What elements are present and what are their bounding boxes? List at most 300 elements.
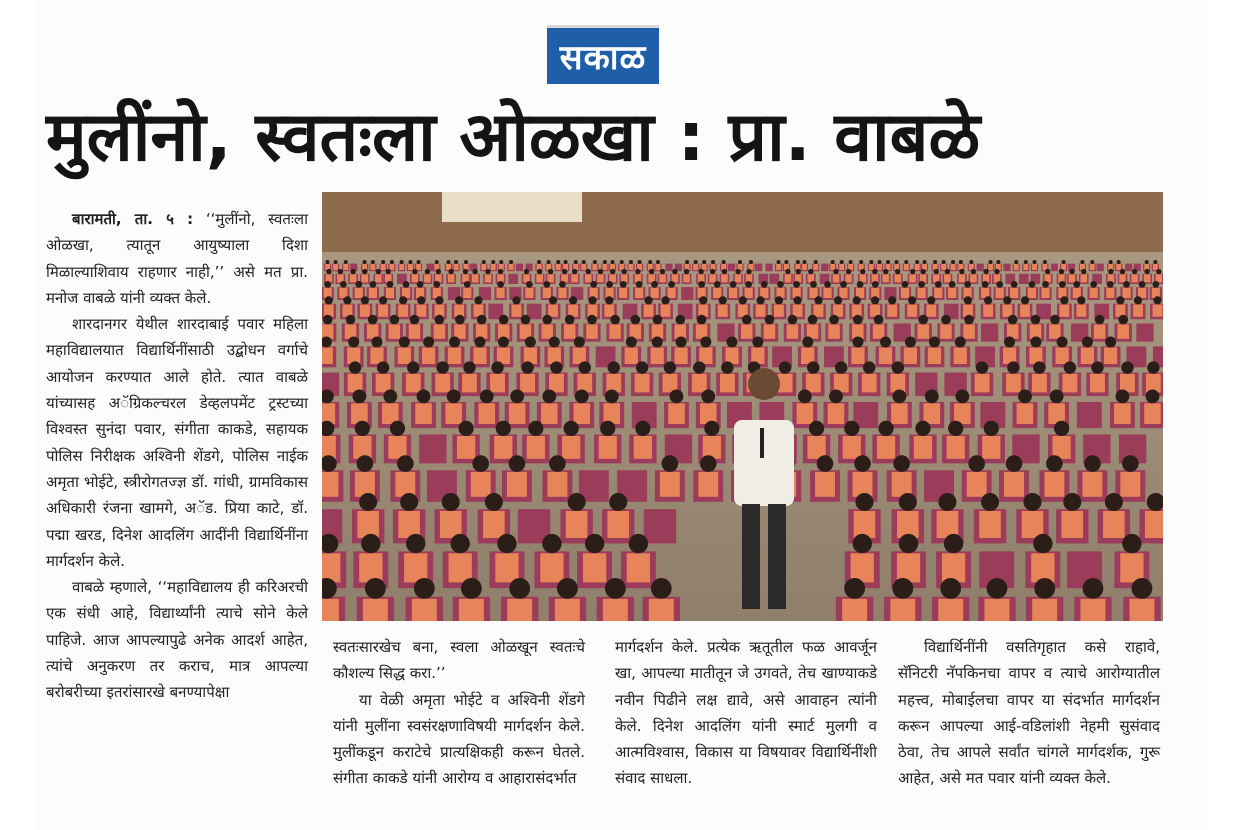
student bbox=[915, 264, 920, 270]
student-head bbox=[1057, 337, 1068, 348]
student bbox=[937, 511, 959, 538]
student-head bbox=[381, 260, 385, 264]
student-head bbox=[942, 260, 946, 264]
student bbox=[988, 264, 993, 270]
student-head bbox=[579, 361, 591, 373]
student-head bbox=[849, 260, 853, 264]
student bbox=[459, 599, 484, 621]
student-head bbox=[455, 315, 465, 325]
student-head bbox=[498, 337, 509, 348]
student-head bbox=[698, 281, 705, 288]
student bbox=[520, 374, 535, 393]
student bbox=[577, 374, 592, 393]
seat bbox=[516, 264, 523, 272]
student bbox=[353, 436, 371, 459]
student-head bbox=[955, 337, 966, 348]
student-head bbox=[765, 315, 775, 325]
student-head bbox=[1118, 315, 1128, 325]
student bbox=[1032, 264, 1037, 270]
seat bbox=[1019, 274, 1029, 284]
student-head bbox=[446, 260, 450, 264]
student bbox=[1049, 324, 1061, 338]
student-head bbox=[796, 260, 800, 264]
student-head bbox=[564, 260, 568, 264]
student-head bbox=[651, 578, 672, 599]
student-head bbox=[550, 361, 562, 373]
student-head bbox=[1145, 260, 1149, 264]
student-head bbox=[454, 260, 458, 264]
student-head bbox=[922, 260, 926, 264]
student-head bbox=[1073, 281, 1080, 288]
student-head bbox=[735, 269, 740, 274]
student-head bbox=[1007, 361, 1019, 373]
student bbox=[982, 436, 1000, 459]
student bbox=[581, 264, 586, 270]
student-head bbox=[700, 337, 711, 348]
student-head bbox=[1042, 281, 1049, 288]
student bbox=[1106, 288, 1114, 298]
student bbox=[785, 274, 791, 282]
masthead-name: सकाळ bbox=[559, 38, 647, 78]
student-head bbox=[608, 361, 620, 373]
student bbox=[415, 403, 432, 424]
student bbox=[948, 288, 956, 298]
student-head bbox=[925, 390, 939, 404]
student-head bbox=[796, 269, 801, 274]
student-head bbox=[949, 281, 956, 288]
student-head bbox=[449, 337, 460, 348]
student-head bbox=[664, 361, 676, 373]
student bbox=[698, 472, 718, 497]
student-head bbox=[1084, 455, 1101, 472]
student bbox=[979, 511, 1001, 538]
student bbox=[774, 305, 784, 317]
student bbox=[833, 274, 839, 282]
student bbox=[917, 288, 925, 298]
student-head bbox=[854, 455, 871, 472]
student bbox=[416, 288, 424, 298]
student-head bbox=[831, 260, 835, 264]
student bbox=[1119, 274, 1125, 282]
student-head bbox=[1132, 269, 1137, 274]
student bbox=[1145, 511, 1163, 538]
student-head bbox=[1139, 281, 1146, 288]
student-head bbox=[562, 269, 567, 274]
student bbox=[540, 553, 563, 582]
student-head bbox=[1059, 269, 1064, 274]
student-head bbox=[859, 260, 863, 264]
student-head bbox=[1105, 337, 1116, 348]
student bbox=[713, 288, 721, 298]
student-head bbox=[824, 281, 831, 288]
seat bbox=[765, 264, 772, 272]
student-head bbox=[969, 260, 973, 264]
student-head bbox=[649, 269, 654, 274]
student bbox=[809, 288, 817, 298]
student-head bbox=[1034, 578, 1055, 599]
student bbox=[661, 305, 671, 317]
student bbox=[1010, 288, 1018, 298]
student-head bbox=[693, 361, 705, 373]
student bbox=[1017, 403, 1034, 424]
student-head bbox=[721, 361, 733, 373]
student-head bbox=[474, 337, 485, 348]
student bbox=[815, 472, 835, 497]
student-head bbox=[537, 260, 541, 264]
student bbox=[599, 436, 617, 459]
student-head bbox=[1122, 455, 1139, 472]
student bbox=[845, 274, 851, 282]
student-head bbox=[940, 578, 961, 599]
student-head bbox=[406, 534, 425, 553]
student bbox=[434, 324, 446, 338]
student bbox=[954, 348, 967, 365]
student bbox=[924, 403, 941, 424]
student bbox=[386, 288, 394, 298]
student-head bbox=[941, 315, 951, 325]
student-head bbox=[1105, 493, 1123, 511]
article-column-4 bbox=[898, 634, 1160, 792]
student-head bbox=[525, 337, 536, 348]
seat bbox=[681, 287, 693, 300]
student-head bbox=[549, 337, 560, 348]
student-head bbox=[572, 269, 577, 274]
student-head bbox=[399, 337, 410, 348]
photo-illustration bbox=[322, 192, 1163, 621]
student-head bbox=[777, 281, 784, 288]
student-head bbox=[910, 269, 915, 274]
student-head bbox=[853, 315, 863, 325]
student-head bbox=[788, 315, 798, 325]
student-head bbox=[326, 269, 331, 274]
student bbox=[389, 324, 401, 338]
student-head bbox=[497, 534, 516, 553]
student-head bbox=[587, 315, 597, 325]
student-head bbox=[895, 269, 900, 274]
student bbox=[926, 305, 936, 317]
student-head bbox=[1116, 296, 1124, 304]
student bbox=[1114, 403, 1131, 424]
student bbox=[1104, 348, 1117, 365]
student bbox=[1120, 553, 1143, 582]
student bbox=[839, 288, 847, 298]
student bbox=[629, 264, 634, 270]
student bbox=[1032, 599, 1057, 621]
student bbox=[457, 436, 475, 459]
student-head bbox=[1059, 281, 1066, 288]
student bbox=[1006, 374, 1021, 393]
student-head bbox=[509, 260, 513, 264]
student bbox=[897, 553, 920, 582]
student bbox=[904, 348, 917, 365]
student bbox=[606, 374, 621, 393]
student-head bbox=[605, 296, 613, 304]
student-head bbox=[407, 361, 419, 373]
student bbox=[843, 436, 861, 459]
student-head bbox=[397, 455, 414, 472]
student-head bbox=[981, 493, 999, 511]
student bbox=[901, 288, 909, 298]
student bbox=[823, 288, 831, 298]
student-head bbox=[971, 269, 976, 274]
student-head bbox=[359, 493, 377, 511]
student-head bbox=[807, 361, 819, 373]
student bbox=[357, 511, 379, 538]
student bbox=[1061, 511, 1083, 538]
student-head bbox=[376, 269, 381, 274]
student-head bbox=[459, 421, 474, 436]
student-head bbox=[559, 281, 566, 288]
student-head bbox=[377, 361, 389, 373]
seat bbox=[769, 274, 779, 284]
student bbox=[603, 599, 628, 621]
student-head bbox=[1006, 455, 1023, 472]
student-head bbox=[436, 269, 441, 274]
student-head bbox=[389, 315, 399, 325]
student-head bbox=[694, 260, 698, 264]
student bbox=[1144, 274, 1150, 282]
student bbox=[940, 324, 952, 338]
seat bbox=[981, 323, 998, 341]
student bbox=[907, 305, 917, 317]
student-head bbox=[497, 281, 504, 288]
student-head bbox=[455, 296, 463, 304]
student-head bbox=[417, 260, 421, 264]
student bbox=[322, 403, 335, 424]
student-head bbox=[684, 269, 689, 274]
student-head bbox=[435, 296, 443, 304]
student bbox=[928, 348, 941, 365]
student bbox=[635, 288, 643, 298]
student bbox=[412, 599, 437, 621]
student-head bbox=[955, 390, 969, 404]
student-head bbox=[853, 534, 872, 553]
student-head bbox=[915, 260, 919, 264]
student-head bbox=[509, 455, 526, 472]
student bbox=[619, 288, 627, 298]
student-head bbox=[1134, 296, 1142, 304]
student-head bbox=[1018, 390, 1032, 404]
student bbox=[959, 274, 965, 282]
student bbox=[525, 288, 533, 298]
student-head bbox=[417, 281, 424, 288]
student-head bbox=[886, 260, 890, 264]
student-head bbox=[710, 269, 715, 274]
student bbox=[369, 288, 377, 298]
student bbox=[644, 305, 654, 317]
student bbox=[603, 403, 620, 424]
student-head bbox=[575, 390, 589, 404]
student bbox=[541, 324, 553, 338]
student-head bbox=[1083, 578, 1104, 599]
student-head bbox=[548, 269, 553, 274]
seat bbox=[1136, 323, 1153, 341]
student-head bbox=[653, 315, 663, 325]
student-head bbox=[423, 337, 434, 348]
student-head bbox=[1024, 260, 1028, 264]
student-head bbox=[499, 260, 503, 264]
student-head bbox=[927, 296, 935, 304]
student-head bbox=[365, 578, 386, 599]
student-head bbox=[1043, 260, 1047, 264]
article-column-2 bbox=[333, 634, 585, 792]
student bbox=[1144, 403, 1161, 424]
paragraph: मार्गदर्शन केले. प्रत्येक ऋतूतील फळ आवर्जून खा, आपल्या मातीतून जे उगवते, तेच खाण्याकडे नवीन पिढीने लक्ष द्यावे, असे आवाहन त्यांनी केले. दिनेश आदलिंग यांनी स्मार्ट मुलगी व आत्मविश्वास, विकास या विषयावर विद्यार्थिनींशी संवाद साधला. bbox=[615, 638, 877, 788]
student bbox=[485, 274, 491, 282]
student bbox=[322, 324, 333, 338]
student-head bbox=[399, 296, 407, 304]
student-head bbox=[676, 337, 687, 348]
student-head bbox=[442, 493, 460, 511]
student-head bbox=[606, 281, 613, 288]
student-head bbox=[810, 281, 817, 288]
student-head bbox=[549, 455, 566, 472]
student-head bbox=[793, 281, 800, 288]
student bbox=[355, 472, 375, 497]
student-head bbox=[829, 315, 839, 325]
student-head bbox=[435, 315, 445, 325]
student-head bbox=[670, 390, 684, 404]
student-head bbox=[668, 281, 675, 288]
student bbox=[322, 553, 340, 582]
student-head bbox=[1054, 421, 1069, 436]
student-head bbox=[626, 337, 637, 348]
student-head bbox=[899, 493, 917, 511]
student bbox=[702, 264, 707, 270]
student-head bbox=[644, 296, 652, 304]
student-head bbox=[349, 361, 361, 373]
student-head bbox=[702, 260, 706, 264]
student-head bbox=[1132, 578, 1153, 599]
student-head bbox=[872, 281, 879, 288]
student-head bbox=[935, 281, 942, 288]
student-head bbox=[386, 269, 391, 274]
student bbox=[909, 274, 915, 282]
student bbox=[828, 403, 845, 424]
student bbox=[720, 374, 735, 393]
student bbox=[547, 472, 567, 497]
student bbox=[828, 324, 840, 338]
student bbox=[351, 403, 368, 424]
seat bbox=[728, 264, 735, 272]
student-head bbox=[1146, 390, 1160, 404]
student bbox=[592, 264, 597, 270]
student-head bbox=[1050, 390, 1064, 404]
student bbox=[891, 403, 908, 424]
student bbox=[700, 403, 717, 424]
student-head bbox=[400, 260, 404, 264]
student-head bbox=[652, 337, 663, 348]
student-head bbox=[1046, 455, 1063, 472]
student bbox=[1090, 374, 1105, 393]
student-head bbox=[660, 269, 665, 274]
student bbox=[583, 553, 606, 582]
student-head bbox=[959, 269, 964, 274]
student-head bbox=[802, 337, 813, 348]
student-head bbox=[835, 361, 847, 373]
paragraph: वाबळे म्हणाले, ‘‘महाविद्यालय ही करिअरची एक संधी आहे, विद्यार्थ्यांनी त्याचे सोने केले पाहिजे. आज आपल्यापुढे अनेक आदर्श आहेत, त्यांचे अनुकरण तर कराच, मात्र आपल्या बरोबरीच्या इतरांसारखे बनण्यापेक्षा bbox=[46, 578, 308, 702]
student-head bbox=[340, 281, 347, 288]
student-head bbox=[756, 296, 764, 304]
student bbox=[967, 472, 987, 497]
student bbox=[555, 599, 580, 621]
paragraph: शारदानगर येथील शारदाबाई पवार महिला महाविद्यालयात विद्यार्थिनींसाठी उद्बोधन वर्गाचे आयोजन करण्यात आले होते. त्यात वाबळे यांच्यासह अॅग्रिकल्चरल डेव्हलपमेंट ट्रस्टच्या विश्वस्त सुनंदा पवार, संगीता काकडे, सहायक पोलिस निरीक्षक अश्विनी शेंडगे, पोलिस नाईक अमृता भोईटे, स्त्रीरोगतज्ज्ञ डॉ. गांधी, ग्रामविकास अधिकारी रंजना खामगे, अॅड. प्रिया काटे, डॉ. पद्मा खरड, दिनेश आदलिंग आदींनी विद्यार्थिनींना मार्गदर्शन केले. bbox=[46, 315, 308, 570]
student-head bbox=[588, 296, 596, 304]
student-head bbox=[357, 455, 374, 472]
student-head bbox=[383, 390, 397, 404]
student bbox=[1022, 511, 1044, 538]
student-head bbox=[363, 260, 367, 264]
student-head bbox=[701, 390, 715, 404]
student-head bbox=[569, 296, 577, 304]
student-head bbox=[510, 390, 524, 404]
student-head bbox=[600, 421, 615, 436]
student bbox=[398, 305, 408, 317]
student bbox=[607, 511, 629, 538]
student bbox=[509, 264, 514, 270]
student-head bbox=[324, 281, 331, 288]
student bbox=[660, 472, 680, 497]
student bbox=[735, 274, 741, 282]
student-head bbox=[631, 315, 641, 325]
student bbox=[947, 436, 965, 459]
student bbox=[887, 305, 897, 317]
student bbox=[1080, 599, 1105, 621]
student-head bbox=[574, 337, 585, 348]
student-head bbox=[348, 337, 359, 348]
student-head bbox=[785, 269, 790, 274]
student bbox=[571, 274, 577, 282]
student bbox=[813, 264, 818, 270]
student bbox=[507, 472, 527, 497]
student bbox=[524, 348, 537, 365]
student-head bbox=[611, 260, 615, 264]
student-head bbox=[983, 269, 988, 274]
student-head bbox=[934, 269, 939, 274]
student-head bbox=[752, 337, 763, 348]
student-head bbox=[1121, 361, 1133, 373]
student bbox=[635, 374, 650, 393]
student bbox=[416, 264, 421, 270]
student bbox=[830, 264, 835, 270]
student-head bbox=[521, 315, 531, 325]
student-head bbox=[620, 281, 627, 288]
student bbox=[604, 305, 614, 317]
student bbox=[1081, 348, 1094, 365]
student bbox=[793, 305, 803, 317]
student-head bbox=[463, 269, 468, 274]
student-head bbox=[325, 260, 329, 264]
student-head bbox=[464, 260, 468, 264]
student-head bbox=[895, 260, 899, 264]
student-head bbox=[629, 534, 648, 553]
student bbox=[462, 374, 477, 393]
student-head bbox=[635, 269, 640, 274]
student-head bbox=[414, 578, 435, 599]
student bbox=[448, 348, 461, 365]
lead-paragraph bbox=[46, 206, 308, 311]
student bbox=[1129, 599, 1154, 621]
student bbox=[764, 324, 776, 338]
student-head bbox=[933, 260, 937, 264]
student bbox=[376, 374, 391, 393]
student bbox=[435, 374, 450, 393]
student-head bbox=[1080, 260, 1084, 264]
student bbox=[440, 511, 462, 538]
student bbox=[343, 264, 348, 270]
student-head bbox=[777, 260, 781, 264]
student-head bbox=[355, 421, 370, 436]
